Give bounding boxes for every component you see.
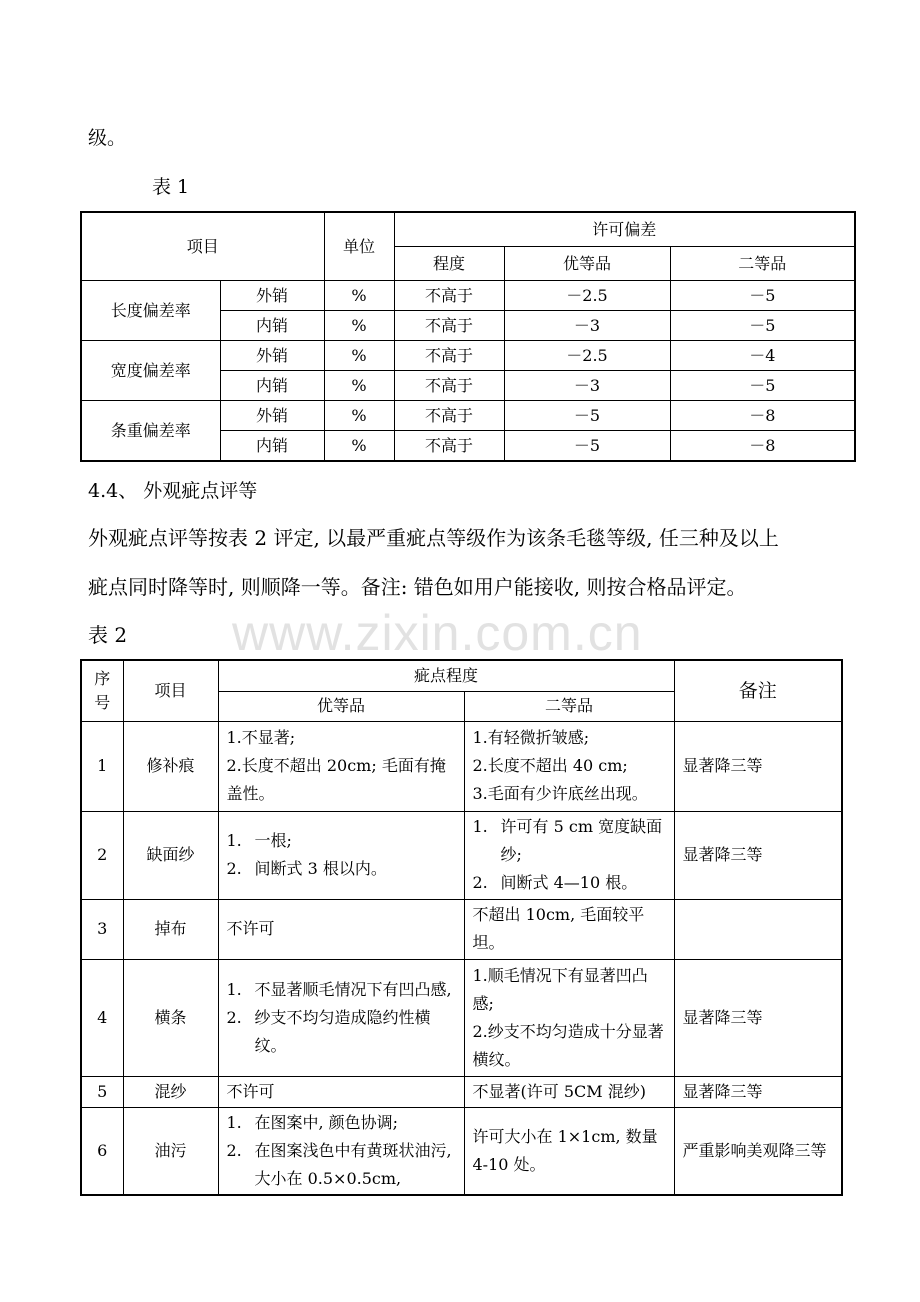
t1-superior: －5	[504, 431, 670, 462]
t1-superior: －2.5	[504, 341, 670, 371]
t2-line: 1.有轻微折皱感;	[472, 728, 590, 747]
t2-remark: 显著降三等	[674, 959, 842, 1076]
t1-market: 内销	[220, 371, 324, 401]
t1-degree: 不高于	[394, 311, 504, 341]
t2-list-item	[227, 976, 458, 1004]
t1-market: 外销	[220, 281, 324, 311]
t2-line: 2.长度不超出 20cm; 毛面有掩盖性。	[226, 756, 446, 803]
t1-unit: %	[324, 431, 394, 462]
t2-seq: 6	[81, 1107, 123, 1195]
defect-grading-table	[80, 659, 843, 1196]
t2-list-num: 2.	[226, 1007, 242, 1027]
t2-item: 横条	[123, 959, 218, 1076]
t1-group-name: 条重偏差率	[81, 401, 220, 462]
top-text: 级。	[88, 127, 127, 149]
t2-second-cell: 许可大小在 1×1cm, 数量 4-10 处。	[464, 1107, 674, 1195]
t2-list-text: 许可有 5 cm 宽度缺面纱;	[500, 817, 663, 864]
t2-line: 3.毛面有少许底丝出现。	[472, 784, 648, 803]
t1-superior: －3	[504, 371, 670, 401]
t2-list-num: 2.	[226, 1140, 242, 1160]
t2-list-num: 2.	[472, 873, 488, 892]
t2-list-num: 1.	[226, 979, 242, 999]
t2-list-text: 不显著顺毛情况下有凹凸感,	[254, 979, 452, 999]
table-row	[81, 959, 842, 1076]
t1-group-name: 长度偏差率	[81, 281, 220, 341]
t1-degree: 不高于	[394, 401, 504, 431]
t2-remark: 严重影响美观降三等	[674, 1107, 842, 1195]
t1-second: －5	[670, 311, 855, 341]
t2-header-item: 项目	[123, 660, 218, 721]
t1-second: －5	[670, 281, 855, 311]
t1-header-superior: 优等品	[504, 247, 670, 281]
t2-seq: 4	[81, 959, 123, 1076]
t1-unit: %	[324, 401, 394, 431]
table-row	[81, 1107, 842, 1195]
t1-header-item: 项目	[81, 212, 324, 281]
t2-item: 缺面纱	[123, 811, 218, 899]
t2-remark: 显著降三等	[674, 721, 842, 811]
t2-line: 2.长度不超出 40 cm;	[472, 756, 628, 775]
table-row	[81, 401, 855, 431]
t1-second: －8	[670, 401, 855, 431]
t2-list-num: 1.	[226, 1112, 242, 1132]
t2-list-item	[227, 1137, 458, 1193]
t1-degree: 不高于	[394, 431, 504, 462]
t2-second-cell	[464, 811, 674, 899]
t2-item: 油污	[123, 1107, 218, 1195]
t2-list-text: 纱支不均匀造成隐约性横纹。	[254, 1007, 431, 1055]
t2-header-defect-degree: 疵点程度	[218, 660, 674, 691]
t2-remark: 显著降三等	[674, 811, 842, 899]
t2-second-cell: 不显著(许可 5CM 混纱)	[464, 1076, 674, 1107]
table-row	[81, 811, 842, 899]
t1-second: －8	[670, 431, 855, 462]
t2-header-seq	[81, 660, 123, 721]
t2-item: 修补痕	[123, 721, 218, 811]
t2-second-cell	[464, 721, 674, 811]
t2-line: 1.顺毛情况下有显著凹凸感;	[472, 965, 648, 1013]
t2-list-item	[473, 813, 668, 869]
t1-market: 外销	[220, 341, 324, 371]
t1-unit: %	[324, 341, 394, 371]
watermark-text: www.zixin.com.cn	[232, 605, 643, 661]
t1-unit: %	[324, 281, 394, 311]
t1-group-name: 宽度偏差率	[81, 341, 220, 401]
t1-second: －4	[670, 341, 855, 371]
t2-seq: 5	[81, 1076, 123, 1107]
t1-superior: －3	[504, 311, 670, 341]
t2-second-cell: 不超出 10cm, 毛面较平坦。	[464, 899, 674, 959]
t2-item: 混纱	[123, 1076, 218, 1107]
table-row	[81, 1076, 842, 1107]
t2-remark	[674, 899, 842, 959]
section-heading: 4.4、 外观疵点评等	[88, 480, 258, 502]
t1-header-unit: 单位	[324, 212, 394, 281]
t2-list-item	[227, 827, 458, 855]
table1-caption: 表 1	[152, 176, 190, 198]
table-row	[81, 281, 855, 311]
t1-superior: －2.5	[504, 281, 670, 311]
paragraph-line-1: 外观疵点评等按表 2 评定, 以最严重疵点等级作为该条毛毯等级, 任三种及以上	[88, 526, 779, 550]
t2-list-text: 在图案中, 颜色协调;	[254, 1112, 399, 1132]
t1-superior: －5	[504, 401, 670, 431]
t2-list-num: 1.	[472, 817, 488, 836]
tolerance-table	[80, 211, 856, 462]
table-row	[81, 899, 842, 959]
t2-seq: 2	[81, 811, 123, 899]
t2-list-num: 2.	[226, 859, 242, 878]
t2-list-item	[473, 869, 668, 897]
t2-superior-cell: 不许可	[218, 1076, 464, 1107]
t1-market: 内销	[220, 311, 324, 341]
t2-seq: 1	[81, 721, 123, 811]
paragraph-line-2: 疵点同时降等时, 则顺降一等。备注: 错色如用户能接收, 则按合格品评定。	[88, 575, 747, 599]
t2-item: 掉布	[123, 899, 218, 959]
t1-degree: 不高于	[394, 281, 504, 311]
t2-superior-cell	[218, 959, 464, 1076]
t2-list-num: 1.	[226, 831, 242, 850]
t2-second-cell	[464, 959, 674, 1076]
t1-degree: 不高于	[394, 341, 504, 371]
t2-list-item	[227, 1004, 458, 1060]
t1-header-second: 二等品	[670, 247, 855, 281]
t2-list-text: 间断式 3 根以内。	[254, 859, 387, 878]
t2-list-item	[227, 855, 458, 883]
t2-remark: 显著降三等	[674, 1076, 842, 1107]
t2-list-text: 一根;	[254, 831, 292, 850]
t2-list-item	[227, 1109, 458, 1137]
t1-market: 内销	[220, 431, 324, 462]
table2-caption: 表 2	[88, 623, 128, 647]
t1-header-degree: 程度	[394, 247, 504, 281]
t1-header-tolerance: 许可偏差	[394, 212, 855, 247]
t1-market: 外销	[220, 401, 324, 431]
t2-header-second: 二等品	[464, 691, 674, 721]
t2-superior-cell	[218, 1107, 464, 1195]
t2-list-text: 在图案浅色中有黄斑状油污, 大小在 0.5×0.5cm,	[254, 1140, 452, 1188]
t1-degree: 不高于	[394, 371, 504, 401]
t2-header-remark: 备注	[674, 660, 842, 721]
table-row	[81, 341, 855, 371]
t2-line: 1.不显著;	[226, 728, 296, 747]
table-row	[81, 721, 842, 811]
t1-unit: %	[324, 371, 394, 401]
t2-header-seq-text: 序号	[94, 668, 111, 712]
t2-seq: 3	[81, 899, 123, 959]
t2-line: 2.纱支不均匀造成十分显著横纹。	[472, 1021, 664, 1069]
t2-superior-cell	[218, 811, 464, 899]
t2-superior-cell	[218, 721, 464, 811]
t2-list-text: 间断式 4—10 根。	[500, 873, 638, 892]
t2-header-superior: 优等品	[218, 691, 464, 721]
t1-unit: %	[324, 311, 394, 341]
t1-second: －5	[670, 371, 855, 401]
t2-superior-cell: 不许可	[218, 899, 464, 959]
